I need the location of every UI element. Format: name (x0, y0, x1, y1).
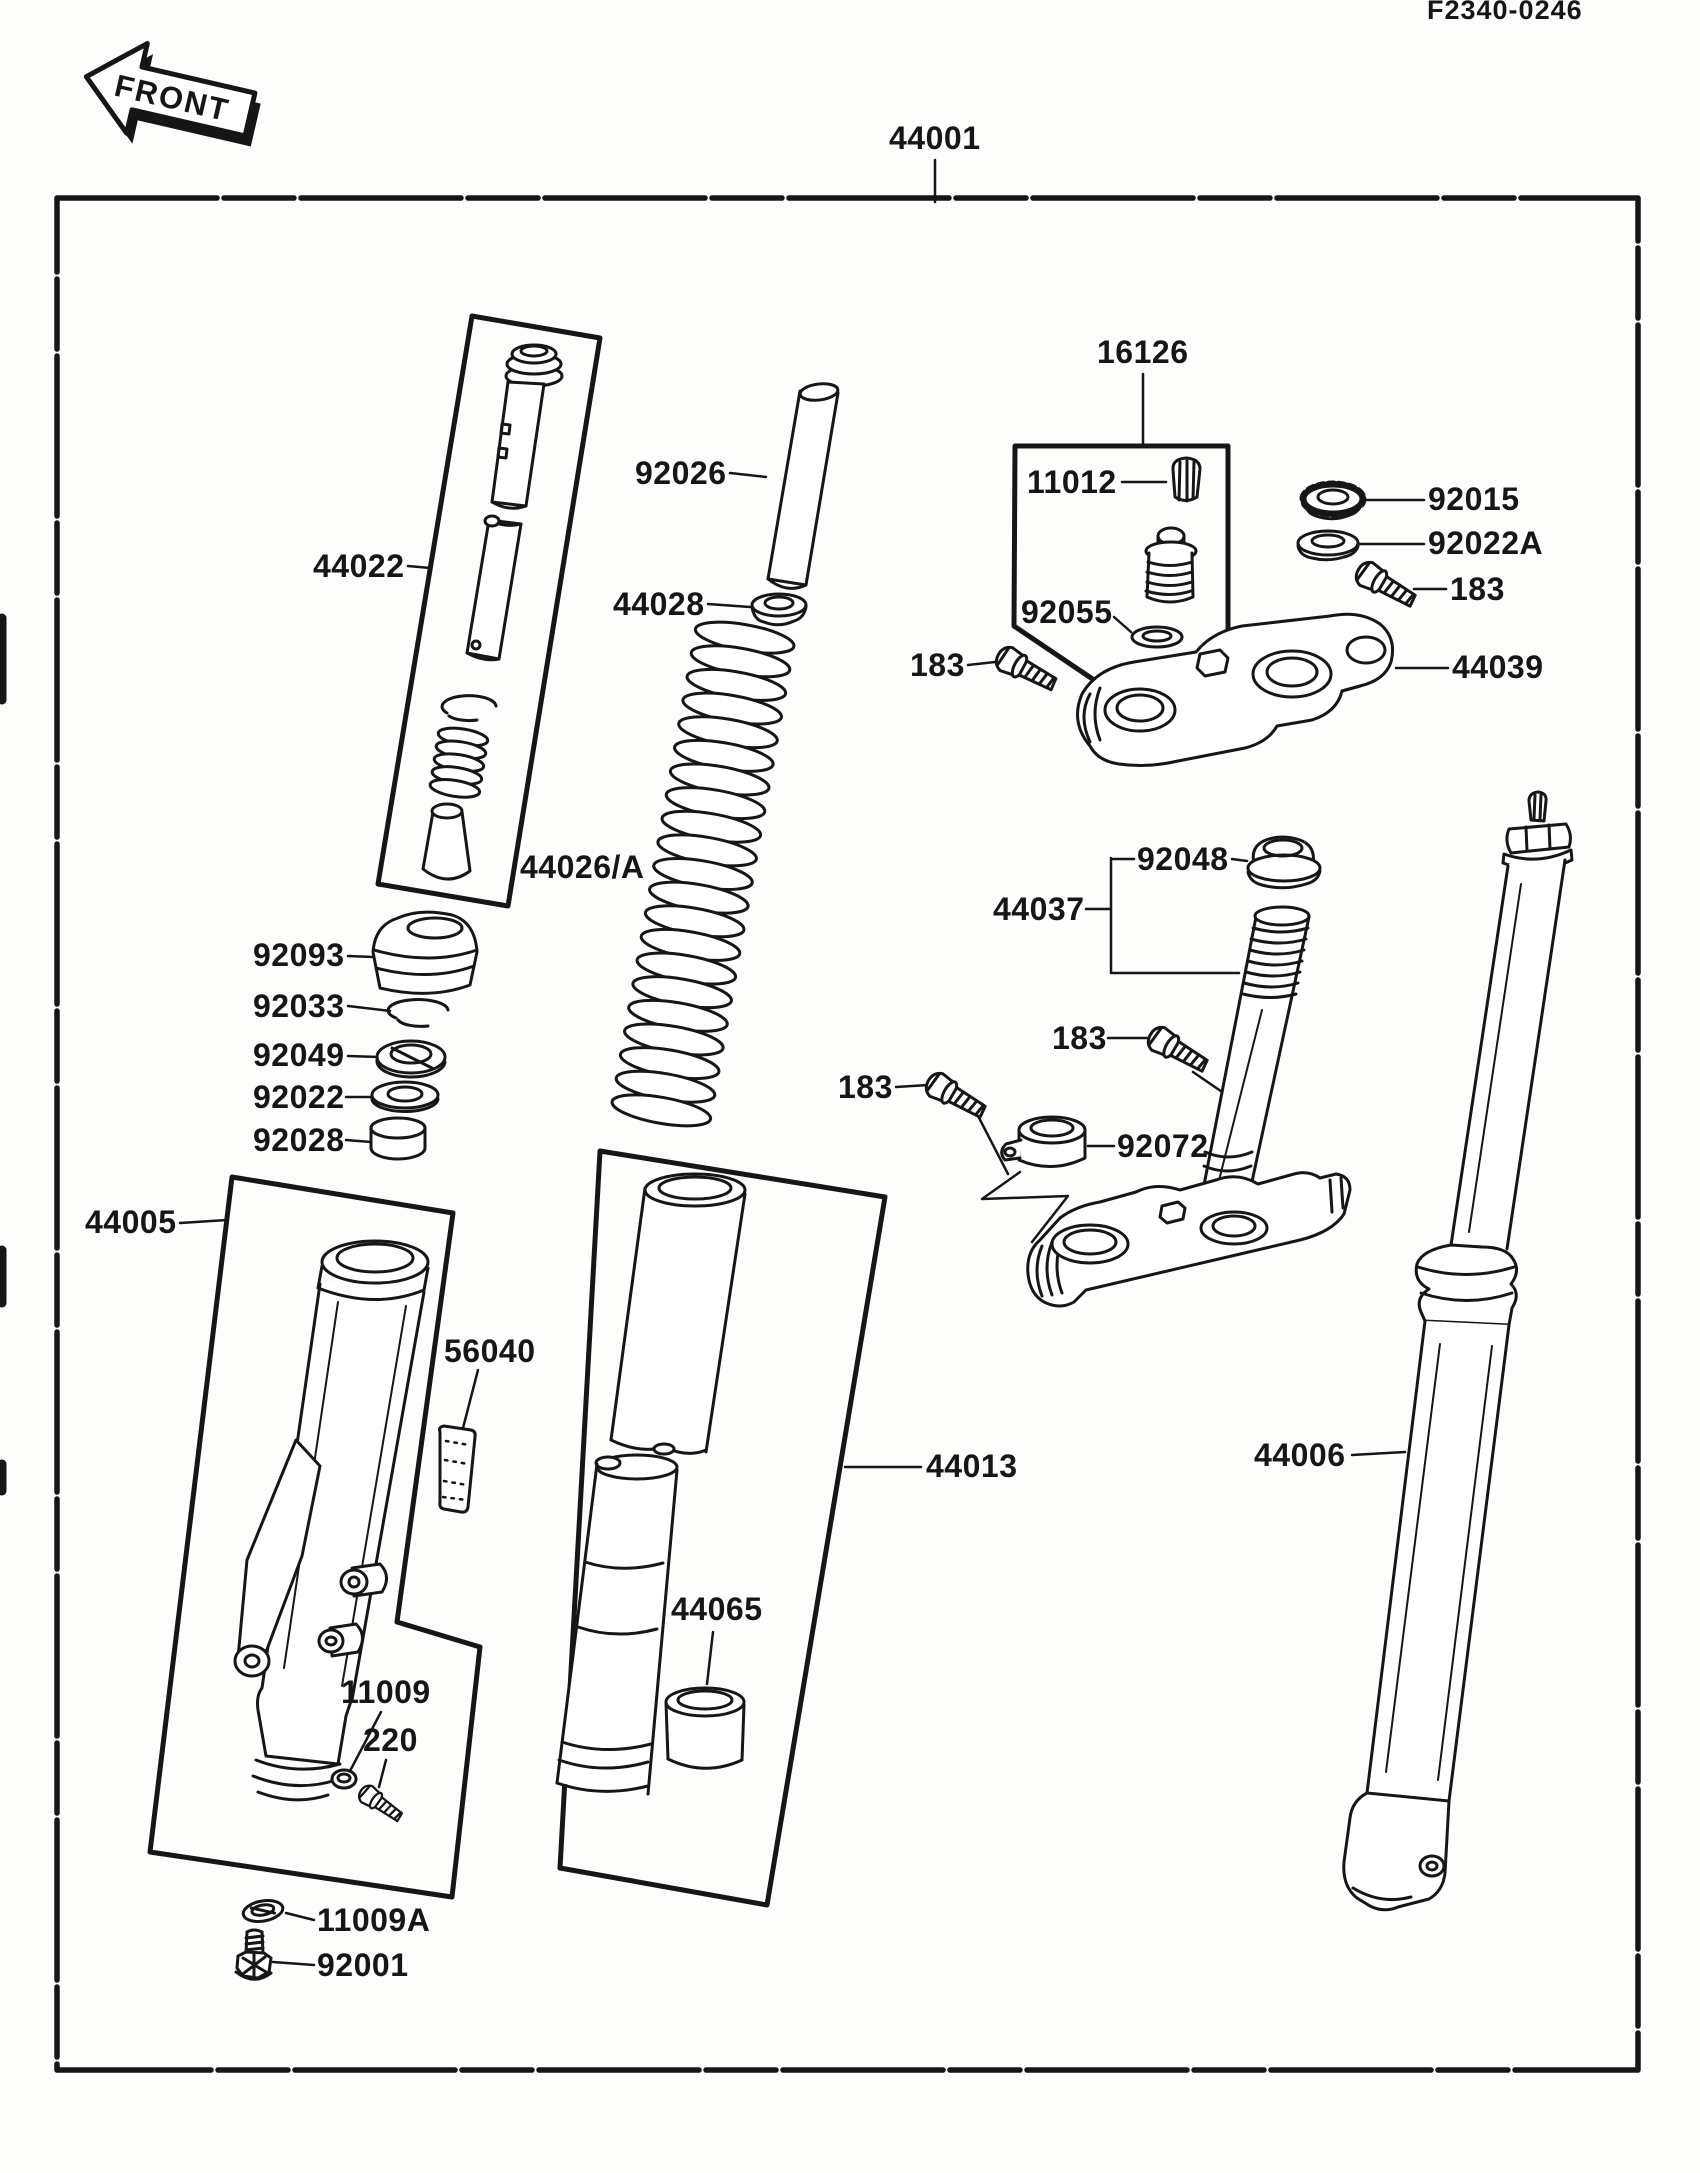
part-label-92015: 92015 (1428, 481, 1520, 517)
washer-92022A (1298, 531, 1358, 560)
fork-assembly-44006 (1344, 792, 1572, 1910)
stem-head-bolt-92055 (1146, 528, 1196, 602)
part-label-92055: 92055 (1021, 594, 1113, 630)
steering-stem-44037 (1198, 907, 1309, 1216)
part-label-220: 220 (363, 1722, 418, 1758)
upper-triple-clamp-44039 (1078, 614, 1393, 765)
part-label-44013: 44013 (926, 1448, 1018, 1484)
part-label-92022A: 92022A (1428, 525, 1544, 561)
left-fork-slider (235, 1241, 428, 1800)
reflector-56040 (440, 1426, 476, 1512)
damper-assembly-box-44022 (378, 316, 600, 906)
drain-bolt-92001 (236, 1930, 271, 1979)
bolt-183-mid (1144, 1023, 1212, 1077)
part-label-56040: 56040 (444, 1333, 536, 1369)
part-label-183-left: 183 (838, 1069, 893, 1105)
bolt-220 (356, 1782, 406, 1825)
bushing-44065 (666, 1688, 744, 1769)
part-label-92022: 92022 (253, 1079, 345, 1115)
damper-clip (442, 696, 496, 721)
part-label-44037: 44037 (993, 891, 1085, 927)
damper-rod-upper (492, 382, 544, 508)
part-label-92072: 92072 (1117, 1128, 1209, 1164)
part-label-92093: 92093 (253, 937, 345, 973)
part-label-44039: 44039 (1452, 649, 1544, 685)
air-valve (1529, 792, 1546, 821)
part-label-92048: 92048 (1137, 841, 1229, 877)
part-label-44005: 44005 (85, 1204, 177, 1240)
snap-ring-92033 (388, 1000, 448, 1027)
washer-11009 (332, 1770, 356, 1788)
cable-clamp-92072 (1002, 1117, 1085, 1167)
piston-cone (423, 804, 470, 879)
front-arrow (74, 32, 268, 170)
inner-tube-upper (611, 1174, 745, 1454)
lower-triple-clamp (1028, 1173, 1350, 1306)
part-label-11009: 11009 (341, 1674, 431, 1710)
part-label-44028: 44028 (613, 586, 705, 622)
front-arrow-label: FRONT (111, 67, 233, 129)
part-label-183-stem: 183 (910, 647, 965, 683)
part-label-11012: 11012 (1027, 464, 1117, 500)
rebound-spring (429, 725, 489, 800)
o-ring-92055 (1132, 627, 1182, 647)
dust-boot-92093 (373, 912, 477, 993)
part-label-183-mid: 183 (1052, 1020, 1107, 1056)
bolt-183-left (922, 1069, 990, 1123)
bolt-183-upper (1352, 558, 1420, 612)
part-label-92033: 92033 (253, 988, 345, 1024)
part-label-16126: 16126 (1097, 334, 1189, 370)
spring-seat-44028 (752, 594, 806, 625)
part-label-92049: 92049 (253, 1037, 345, 1073)
part-label-44006: 44006 (1254, 1437, 1346, 1473)
part-label-92028: 92028 (253, 1122, 345, 1158)
spacer-tube-92026 (768, 382, 839, 589)
part-label-44026A: 44026/A (520, 849, 645, 885)
oil-seal-92049 (377, 1041, 445, 1077)
stem-cap-11012 (1173, 458, 1200, 501)
bushing-92028 (371, 1118, 425, 1159)
bearing-nut-92015 (1304, 485, 1362, 519)
sheet-code: F2340-0246 (1427, 0, 1583, 25)
part-label-44065: 44065 (671, 1591, 763, 1627)
washer-92022 (372, 1082, 438, 1112)
part-label-183-upper: 183 (1450, 571, 1505, 607)
part-label-11009A: 11009A (317, 1902, 431, 1938)
part-label-44022: 44022 (313, 548, 405, 584)
inner-tube-box-44013 (557, 1151, 885, 1905)
part-label-92026: 92026 (635, 455, 727, 491)
part-label-44001: 44001 (889, 120, 981, 156)
part-label-92001: 92001 (317, 1947, 409, 1983)
dust-cap-92048 (1248, 837, 1320, 888)
outer-tube-box-44005 (150, 1177, 480, 1897)
damper-rod-lower (467, 516, 521, 660)
washer-11009A (242, 1898, 285, 1925)
damper-rod-cap (506, 345, 562, 386)
